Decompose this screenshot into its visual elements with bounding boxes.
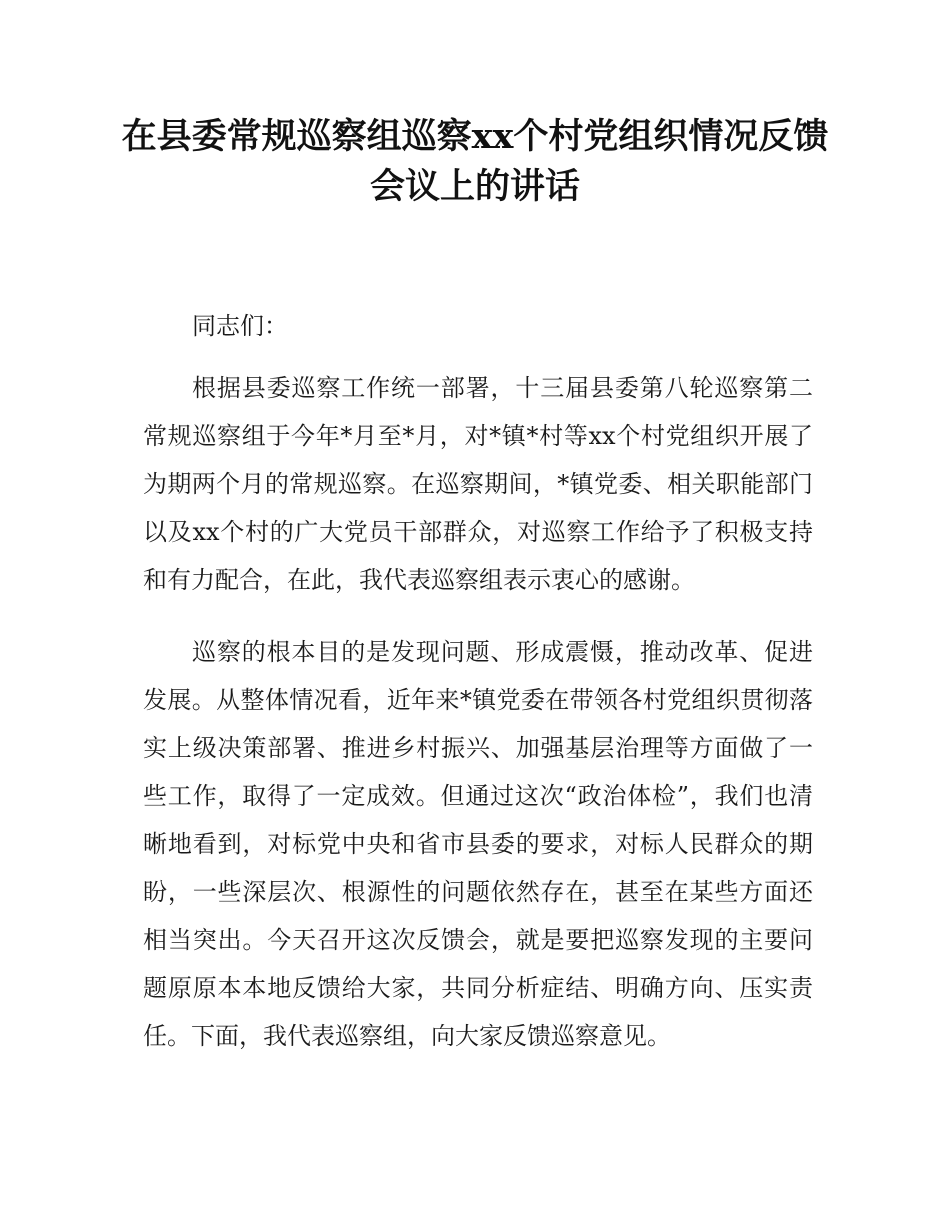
salutation: 同志们： [192,312,288,340]
paragraph-1: 根据县委巡察工作统一部署，十三届县委第八轮巡察第二常规巡察组于今年*月至*月，对*镇*村等xx个村党组织开展了为期两个月的常规巡察。在巡察期间，*镇党委、相关职能部门以及xx个村的广大党员干部群众，对巡察工作给予了积极支持和有力配合，在此，我代表巡察组表示衷心的感谢。 [143,374,813,594]
document-title: 在县委常规巡察组巡察xx个村党组织情况反馈会议上的讲话 [121,116,829,207]
paragraph-2: 巡察的根本目的是发现问题、形成震慑，推动改革、促进发展。从整体情况看，近年来*镇党委在带领各村党组织贯彻落实上级决策部署、推进乡村振兴、加强基层治理等方面做了一些工作，取得了一定成效。但通过这次“政治体检”，我们也清晰地看到，对标党中央和省市县委的要求，对标人民群众的期盼，一些深层次、根源性的问题依然存在，甚至在某些方面还相当突出。今天召开这次反馈会，就是要把巡察发现的主要问题原原本本地反馈给大家，共同分析症结、明确方向、压实责任。下面，我代表巡察组，向大家反馈巡察意见。 [143,638,813,1050]
